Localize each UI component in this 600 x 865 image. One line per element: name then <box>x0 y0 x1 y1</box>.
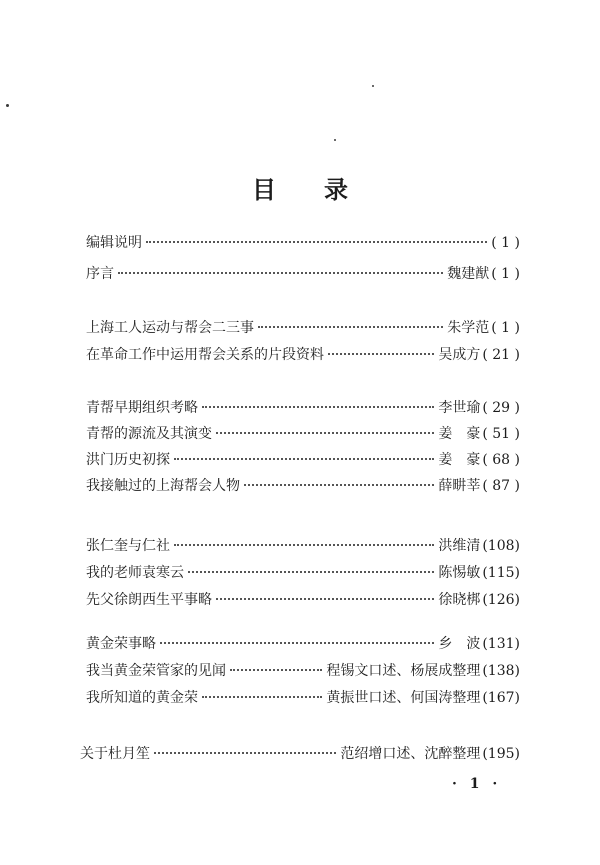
toc-group <box>80 743 520 766</box>
toc-entry-title: 我当黄金荣管家的见闻 <box>86 663 226 679</box>
toc-entry-title: 青帮的源流及其演变 <box>86 426 212 442</box>
toc-entry[interactable] <box>80 743 520 766</box>
dot-leader <box>154 752 336 754</box>
dot-leader <box>230 669 322 671</box>
toc-entry[interactable] <box>86 317 520 340</box>
toc-entry[interactable] <box>86 633 520 660</box>
toc-entry-page: (195) <box>482 746 520 762</box>
dot-leader <box>146 241 487 243</box>
toc-entry[interactable] <box>86 232 520 255</box>
toc-entry-author: 洪维清 <box>438 538 481 554</box>
scan-speck <box>334 139 336 141</box>
toc-entry-title: 我所知道的黄金荣 <box>86 690 198 706</box>
page-title-char-2: 录 <box>324 175 348 204</box>
toc-entry[interactable] <box>86 535 520 562</box>
dot-leader <box>244 484 434 486</box>
toc-entry-author: 朱学范 <box>447 320 490 336</box>
toc-entry-page: ( 68 ) <box>482 452 520 468</box>
page-title <box>0 170 600 205</box>
dot-leader <box>328 353 434 355</box>
toc-entry-author: 姜 豪 <box>438 452 481 468</box>
toc-entry-author: 吴成方 <box>438 347 481 363</box>
dot-leader <box>202 406 434 408</box>
toc-entry-page: (108) <box>482 538 520 554</box>
toc-entry[interactable] <box>86 397 520 423</box>
toc-entry-author: 陈惕敏 <box>438 565 481 581</box>
toc-entry[interactable] <box>86 344 520 367</box>
toc-entry-title: 上海工人运动与帮会二三事 <box>86 320 254 336</box>
toc-entry-author: 程锡文口述、杨展成整理 <box>326 663 481 679</box>
toc-entry-author: 徐晓梆 <box>438 592 481 608</box>
toc-entry-title: 黄金荣事略 <box>86 636 156 652</box>
toc-entry-title: 我的老师袁寒云 <box>86 565 184 581</box>
toc-entry-author: 范绍增口述、沈醉整理 <box>340 746 481 762</box>
toc-entry[interactable] <box>86 263 520 286</box>
toc-entry[interactable] <box>86 449 520 475</box>
page-title-char-1: 目 <box>252 175 276 204</box>
toc-entry-page: ( 51 ) <box>482 426 520 442</box>
toc-group <box>86 397 520 501</box>
toc-group <box>86 633 520 714</box>
toc-entry-page: ( 29 ) <box>482 400 520 416</box>
toc-entry-title: 青帮早期组织考略 <box>86 400 198 416</box>
toc-group <box>86 317 520 367</box>
toc-entry-title: 在革命工作中运用帮会关系的片段资料 <box>86 347 324 363</box>
toc-group-front-matter <box>86 232 520 286</box>
toc-entry-page: ( 87 ) <box>482 478 520 494</box>
toc-entry-page: (115) <box>482 565 520 581</box>
toc-entry-page: (126) <box>482 592 520 608</box>
toc-entry[interactable] <box>86 660 520 687</box>
toc-entry-author: 黄振世口述、何国涛整理 <box>326 690 481 706</box>
toc-entry-title: 洪门历史初探 <box>86 452 170 468</box>
dot-leader <box>202 696 322 698</box>
toc-group <box>86 535 520 616</box>
toc-entry-author: 李世瑜 <box>438 400 481 416</box>
toc-entry-page: (167) <box>482 690 520 706</box>
toc-entry-page: ( 21 ) <box>482 347 520 363</box>
toc-entry[interactable] <box>86 589 520 616</box>
page-number: · 1 · <box>452 776 502 792</box>
toc-entry-title: 张仁奎与仁社 <box>86 538 170 554</box>
dot-leader <box>216 598 434 600</box>
toc-entry-page: ( 1 ) <box>491 320 520 336</box>
toc-entry-title: 序言 <box>86 266 114 282</box>
toc-entry-title: 关于杜月笙 <box>80 746 150 762</box>
toc-entry-author: 薛畊莘 <box>438 478 481 494</box>
dot-leader <box>160 642 434 644</box>
dot-leader <box>258 326 443 328</box>
toc-entry-page: (138) <box>482 663 520 679</box>
dot-leader <box>174 544 434 546</box>
toc-entry-author: 姜 豪 <box>438 426 481 442</box>
toc-entry-title: 我接触过的上海帮会人物 <box>86 478 240 494</box>
toc-entry-author: 乡 波 <box>438 636 481 652</box>
toc-entry-title: 先父徐朗西生平事略 <box>86 592 212 608</box>
scan-speck <box>6 104 9 107</box>
dot-leader <box>188 571 434 573</box>
toc-entry[interactable] <box>86 423 520 449</box>
dot-leader <box>118 272 443 274</box>
toc-entry[interactable] <box>86 562 520 589</box>
toc-entry-page: (131) <box>482 636 520 652</box>
toc-entry[interactable] <box>86 475 520 501</box>
toc-entry-page: ( 1 ) <box>491 266 520 282</box>
toc-entry-page: ( 1 ) <box>491 235 520 251</box>
dot-leader <box>216 432 434 434</box>
toc-entry-title: 编辑说明 <box>86 235 142 251</box>
toc-entry-author: 魏建猷 <box>447 266 490 282</box>
toc-entry[interactable] <box>86 687 520 714</box>
scan-speck <box>372 85 374 87</box>
dot-leader <box>174 458 434 460</box>
